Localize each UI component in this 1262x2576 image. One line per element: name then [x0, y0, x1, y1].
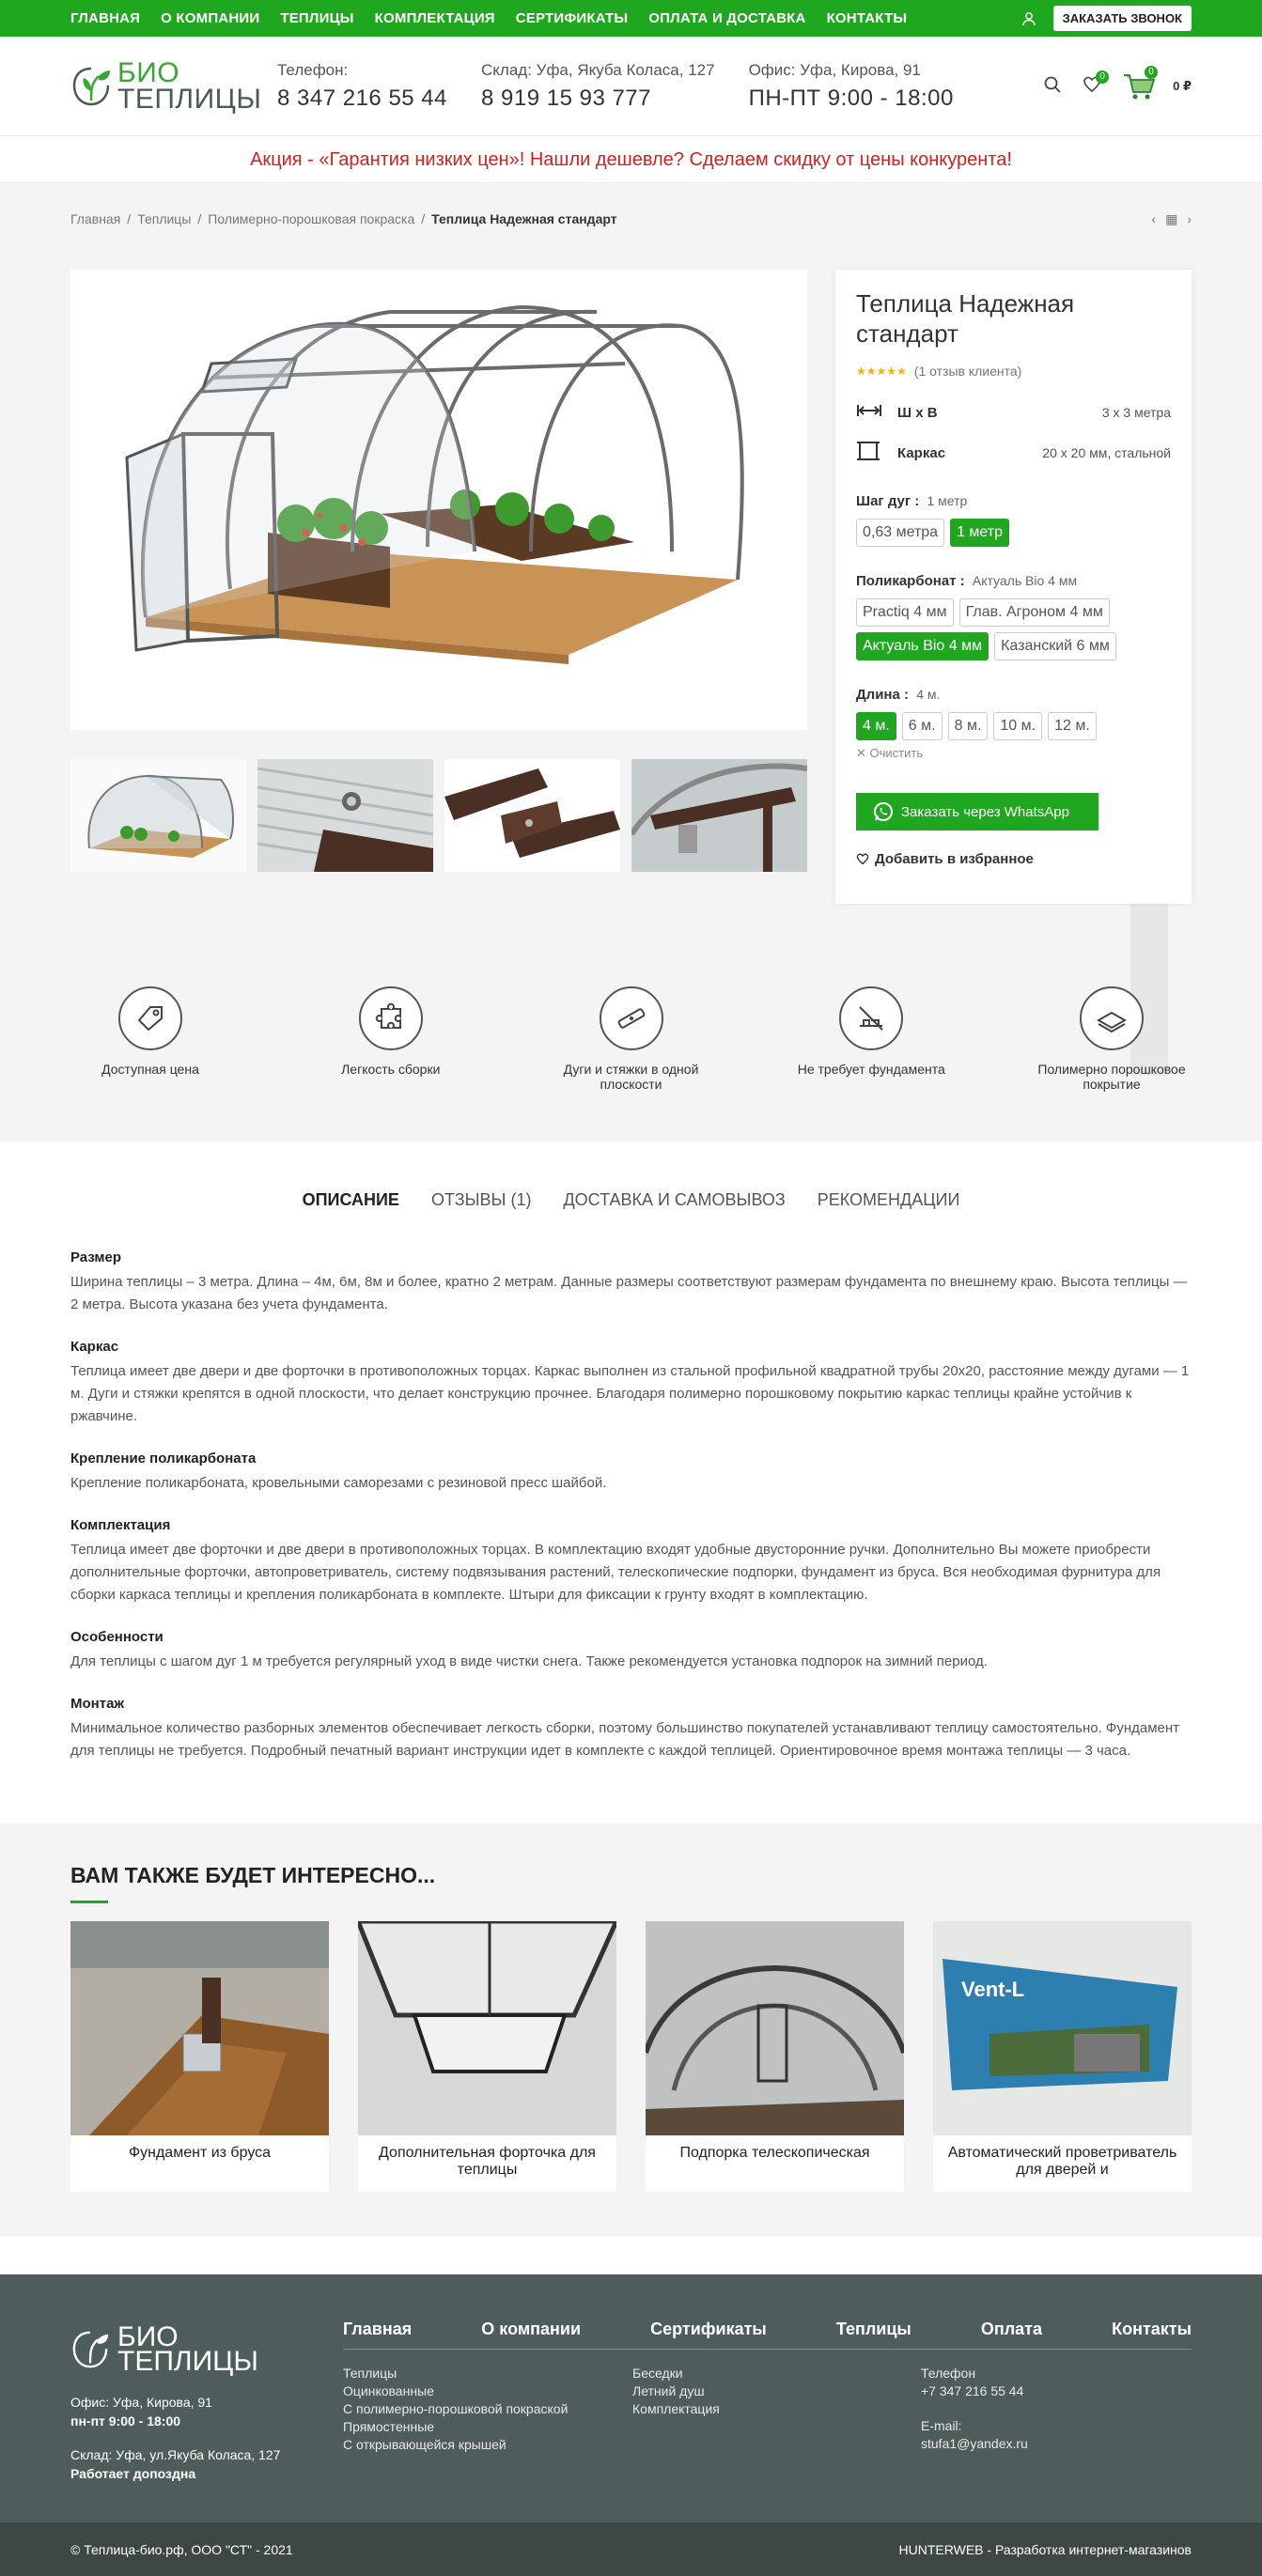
- footer-warehouse: Склад: Уфа, ул.Якуба Коласа, 127 Работает допоздна: [70, 2447, 281, 2481]
- product-main-image[interactable]: [70, 270, 807, 730]
- cart-count: 0: [1145, 66, 1158, 79]
- top-nav-home[interactable]: ГЛАВНАЯ: [70, 10, 141, 26]
- feature-label: Полимерно порошковое покрытие: [1037, 1062, 1186, 1092]
- vent-sign-label: Vent-L: [961, 1978, 1025, 2001]
- description-section: [70, 1626, 1192, 1673]
- copyright-text: © Теплица-био.рф, ООО "СТ" - 2021: [70, 2542, 293, 2557]
- top-nav-contacts[interactable]: КОНТАКТЫ: [826, 10, 908, 26]
- thumbnail-frame-connector[interactable]: [444, 759, 620, 872]
- warehouse-block: [481, 61, 715, 112]
- coating-icon: [1080, 986, 1144, 1050]
- arc-step-option-selected[interactable]: 1 метр: [950, 519, 1009, 547]
- phone-number[interactable]: 8 347 216 55 44: [277, 85, 447, 111]
- footer-phone-label: Телефон: [921, 2366, 976, 2381]
- footer-greenhouse-links: [343, 2365, 568, 2454]
- tab-description[interactable]: ОПИСАНИЕ: [302, 1190, 399, 1209]
- footer: [0, 2274, 1262, 2522]
- top-nav-greenhouses[interactable]: ТЕПЛИЦЫ: [280, 10, 354, 26]
- product-thumbnails: [70, 759, 807, 872]
- length-selected: 4 м.: [916, 687, 941, 702]
- footer-email[interactable]: stufa1@yandex.ru: [921, 2436, 1028, 2451]
- product-tabs: [70, 1141, 1192, 1247]
- width-arrows-icon: [856, 403, 884, 422]
- footer-nav-certificates[interactable]: Сертификаты: [650, 2320, 767, 2338]
- top-bar: [0, 0, 1262, 37]
- top-nav-equipment[interactable]: КОМПЛЕКТАЦИЯ: [374, 10, 495, 26]
- feature-item: [70, 986, 230, 1092]
- description-section: [70, 1448, 1192, 1495]
- polycarbonate-option[interactable]: Practiq 4 мм: [856, 598, 954, 627]
- office-label: Офис: Уфа, Кирова, 91: [748, 61, 921, 79]
- leaf-logo-icon: [70, 63, 112, 110]
- warehouse-phone[interactable]: 8 919 15 93 777: [481, 85, 651, 111]
- related-card[interactable]: [933, 1921, 1192, 2192]
- feature-label: Дуги и стяжки в одной плоскости: [563, 1062, 699, 1092]
- frame-square-icon: [856, 439, 884, 467]
- clear-selection-button[interactable]: ✕ Очистить: [856, 746, 924, 760]
- polycarbonate-selected: Актуаль Bio 4 мм: [972, 573, 1078, 588]
- polycarbonate-options: [856, 598, 1171, 660]
- description-text: Для теплицы с шагом дуг 1 м требуется регулярный уход в виде чистки снега. Также рекомендуется установка подпорок на зимний период.: [70, 1653, 988, 1669]
- whatsapp-icon: [873, 801, 894, 822]
- top-nav: [70, 10, 927, 26]
- description-section: [70, 1693, 1192, 1762]
- header: [0, 37, 1262, 136]
- description-section: [70, 1336, 1192, 1428]
- related-image[interactable]: [933, 1921, 1192, 2135]
- description-text: Ширина теплицы – 3 метра. Длина – 4м, 6м, 8м и более, кратно 2 метрам. Данные размеры соответствуют размерам фундамента по внешнему краю. Высота теплицы — 2 метра. Высота указана без учета фундамента.: [70, 1274, 1188, 1312]
- description-text: Минимальное количество разборных элементов обеспечивает легкость сборки, поэтому большинство покупателей устанавливают теплицу самостоятельно. Фундамент для теплицы не требуется. Подробный печатный вариант инструкции идет в комплекте с каждой теплицей. Ориентировочное время монтажа теплицы — 3 часа.: [70, 1720, 1180, 1759]
- wishlist-button[interactable]: [1083, 70, 1105, 98]
- footer-nav-greenhouses[interactable]: Теплицы: [835, 2320, 911, 2338]
- description-heading: Монтаж: [70, 1696, 125, 1712]
- related-item-title[interactable]: Автоматический проветриватель для дверей и: [947, 2145, 1177, 2178]
- feature-label: Не требует фундамента: [797, 1062, 945, 1077]
- feature-item: [1032, 986, 1192, 1092]
- promo-banner[interactable]: Акция - «Гарантия низких цен»! Нашли дешевле? Сделаем скидку от цены конкурента!: [0, 136, 1262, 183]
- prev-product-icon[interactable]: ‹: [1151, 210, 1157, 226]
- length-option[interactable]: 8 м.: [948, 712, 989, 740]
- arc-step-selected: 1 метр: [927, 493, 968, 508]
- copyright-bar: [0, 2522, 1262, 2576]
- arc-step-options: [856, 519, 1171, 547]
- heart-icon: [856, 853, 869, 865]
- description-section: [70, 1514, 1192, 1606]
- title-underline: [70, 1901, 108, 1903]
- footer-link[interactable]: Летний душ: [632, 2383, 705, 2398]
- feature-item: [311, 986, 471, 1092]
- description-heading: Размер: [70, 1249, 122, 1265]
- tab-reviews[interactable]: ОТЗЫВЫ (1): [430, 1190, 532, 1209]
- top-nav-payment-delivery[interactable]: ОПЛАТА И ДОСТАВКА: [648, 10, 806, 26]
- footer-link[interactable]: Теплицы: [343, 2366, 397, 2381]
- level-icon: [600, 986, 663, 1050]
- related-card[interactable]: [358, 1921, 616, 2192]
- thumbnail-vent[interactable]: [631, 759, 807, 872]
- related-image[interactable]: [646, 1921, 904, 2135]
- footer-link[interactable]: С полимерно-порошковой покраской: [343, 2401, 569, 2416]
- cart-total: 0 ₽: [1173, 79, 1192, 93]
- footer-office: Офис: Уфа, Кирова, 91 пн-пт 9:00 - 18:00: [70, 2395, 212, 2429]
- warehouse-label: Склад: Уфа, Якуба Коласа, 127: [481, 61, 715, 79]
- description-text: Крепление поликарбоната, кровельными саморезами с резиновой пресс шайбой.: [70, 1475, 607, 1491]
- footer-nav-contacts[interactable]: Контакты: [1112, 2320, 1192, 2338]
- product-description: [70, 1247, 1192, 1762]
- description-text: Теплица имеет две форточки и две двери в противоположных торцах. В комплектацию входят удобные двусторонние ручки. Дополнительно Вы можете приобрести дополнительные форточки, автопроветриватель, систему подвязывания растений, телескопические подпорки, фундамент из бруса. Вся необходимая фурнитура для сборки каркаса теплицы и крепления поликарбоната в комплекте. Штыри для фиксации к грунту входят в комплектацию.: [70, 1542, 1161, 1603]
- product-options-panel: [835, 270, 1192, 904]
- feature-item: [791, 986, 951, 1092]
- footer-link[interactable]: С открывающейся крышей: [343, 2437, 506, 2452]
- office-block: [749, 61, 954, 112]
- product-features: [70, 986, 1192, 1092]
- phone-block: [277, 61, 447, 112]
- whatsapp-order-button[interactable]: Заказать через WhatsApp: [856, 793, 1098, 830]
- description-section: [70, 1247, 1192, 1316]
- polycarbonate-label: Поликарбонат : Актуаль Bio 4 мм: [856, 573, 1078, 589]
- related-item-title[interactable]: Дополнительная форточка для теплицы: [379, 2145, 596, 2178]
- polycarbonate-option[interactable]: Глав. Агроном 4 мм: [959, 598, 1110, 627]
- footer-link[interactable]: Беседки: [632, 2366, 683, 2381]
- logo[interactable]: [70, 57, 277, 115]
- feature-item: [552, 986, 711, 1092]
- description-text: Теплица имеет две двери и две форточки в противоположных торцах. Каркас выполнен из стальной профильной квадратной трубы 20х20, расстояние между дугами — 1 м. Дуги и стяжки крепятся в одной плоскости, что делает конструкцию прочнее. Благодаря полимерно порошковому покрытию каркас теплицы крайне устойчив к ржавчине.: [70, 1363, 1190, 1424]
- add-to-favorites-button[interactable]: Добавить в избранное: [856, 851, 1171, 867]
- office-hours: ПН-ПТ 9:00 - 18:00: [748, 85, 954, 111]
- search-icon[interactable]: [1043, 75, 1062, 99]
- leaf-logo-icon: [70, 2327, 110, 2372]
- related-card[interactable]: [70, 1921, 329, 2192]
- related-title: ВАМ ТАКЖЕ БУДЕТ ИНТЕРЕСНО...: [70, 1863, 436, 1887]
- related-card[interactable]: [646, 1921, 904, 2192]
- footer-link[interactable]: Комплектация: [632, 2401, 720, 2416]
- spec-size-name: Ш х В: [897, 404, 938, 421]
- reviews-link[interactable]: (1 отзыв клиента): [913, 364, 1022, 379]
- grid-icon[interactable]: ▦: [1165, 210, 1178, 226]
- arc-step-option[interactable]: 0,63 метра: [856, 519, 944, 547]
- description-heading: Крепление поликарбоната: [70, 1451, 257, 1466]
- spec-size-value: 3 х 3 метра: [1101, 405, 1171, 420]
- length-option[interactable]: 10 м.: [993, 712, 1042, 740]
- description-heading: Особенности: [70, 1629, 164, 1645]
- puzzle-icon: [359, 986, 423, 1050]
- order-call-button[interactable]: ЗАКАЗАТЬ ЗВОНОК: [1053, 6, 1192, 31]
- no-foundation-icon: [839, 986, 903, 1050]
- wishlist-count: 0: [1096, 70, 1109, 84]
- footer-extra-links: [632, 2365, 720, 2418]
- product-area: [0, 183, 1262, 1141]
- thumbnail-polycarbonate[interactable]: [257, 759, 433, 872]
- related-products: [0, 1823, 1262, 2237]
- thumbnail-greenhouse[interactable]: [70, 759, 246, 872]
- top-nav-certificates[interactable]: СЕРТИФИКАТЫ: [515, 10, 629, 26]
- spec-frame-value: 20 х 20 мм, стальной: [1042, 445, 1171, 460]
- length-label: Длина : 4 м.: [856, 687, 941, 703]
- footer-contacts: [921, 2365, 1028, 2453]
- footer-nav: [343, 2320, 1192, 2350]
- breadcrumb-home[interactable]: Главная: [70, 211, 121, 226]
- arc-step-label: Шаг дуг : 1 метр: [856, 493, 968, 509]
- footer-phone[interactable]: +7 347 216 55 44: [921, 2383, 1024, 2398]
- tab-recommendations[interactable]: РЕКОМЕНДАЦИИ: [817, 1190, 960, 1209]
- close-icon: ✕: [856, 746, 866, 760]
- related-item-title[interactable]: Подпорка телескопическая: [679, 2145, 870, 2161]
- footer-nav-home[interactable]: Главная: [343, 2320, 413, 2338]
- footer-nav-payment[interactable]: Оплата: [980, 2320, 1043, 2338]
- description-heading: Комплектация: [70, 1517, 171, 1533]
- logo-line-1: БИО: [117, 57, 180, 88]
- breadcrumb-greenhouses[interactable]: Теплицы: [137, 211, 192, 226]
- next-product-icon[interactable]: ›: [1187, 210, 1192, 226]
- logo-line-2: ТЕПЛИЦЫ: [117, 84, 262, 115]
- polycarbonate-option[interactable]: Казанский 6 мм: [994, 632, 1116, 660]
- footer-logo[interactable]: БИО ТЕПЛИЦЫ: [70, 2325, 296, 2374]
- price-tag-icon: [118, 986, 182, 1050]
- footer-link[interactable]: Оцинкованные: [343, 2383, 434, 2398]
- polycarbonate-option-selected[interactable]: Актуаль Bio 4 мм: [856, 632, 989, 660]
- length-options: [856, 712, 1171, 740]
- feature-label: Легкость сборки: [341, 1062, 441, 1077]
- cart-button[interactable]: [1122, 67, 1192, 101]
- top-nav-company[interactable]: О КОМПАНИИ: [161, 10, 260, 26]
- spec-frame: [856, 439, 1171, 467]
- star-rating-icon: ★★★★★: [856, 365, 907, 378]
- footer-email-label: E-mail:: [921, 2418, 962, 2433]
- related-item-title[interactable]: Фундамент из бруса: [128, 2145, 272, 2161]
- rating: [856, 364, 1171, 379]
- product-title: Теплица Надежная стандарт: [856, 289, 1075, 348]
- developer-link[interactable]: HUNTERWEB - Разработка интернет-магазинов: [898, 2542, 1192, 2557]
- length-option[interactable]: 6 м.: [902, 712, 943, 740]
- user-icon[interactable]: [1021, 11, 1036, 26]
- description-heading: Каркас: [70, 1339, 119, 1355]
- breadcrumb-coating[interactable]: Полимерно-порошковая покраска: [208, 211, 415, 226]
- phone-label: Телефон:: [277, 61, 349, 79]
- related-image[interactable]: [358, 1921, 616, 2135]
- spec-frame-name: Каркас: [897, 444, 946, 461]
- feature-label: Доступная цена: [101, 1062, 199, 1077]
- length-option-selected[interactable]: 4 м.: [856, 712, 896, 740]
- footer-link[interactable]: Прямостенные: [343, 2419, 435, 2434]
- footer-nav-company[interactable]: О компании: [481, 2320, 582, 2338]
- related-image[interactable]: [70, 1921, 329, 2135]
- tab-delivery[interactable]: ДОСТАВКА И САМОВЫВОЗ: [563, 1190, 786, 1209]
- breadcrumb-current: Теплица Надежная стандарт: [431, 211, 617, 226]
- length-option[interactable]: 12 м.: [1048, 712, 1097, 740]
- breadcrumb: Главная / Теплицы / Полимерно-порошковая покраска / Теплица Надежная стандарт ‹ ▦ ›: [70, 210, 1192, 226]
- spec-size: [856, 403, 1171, 422]
